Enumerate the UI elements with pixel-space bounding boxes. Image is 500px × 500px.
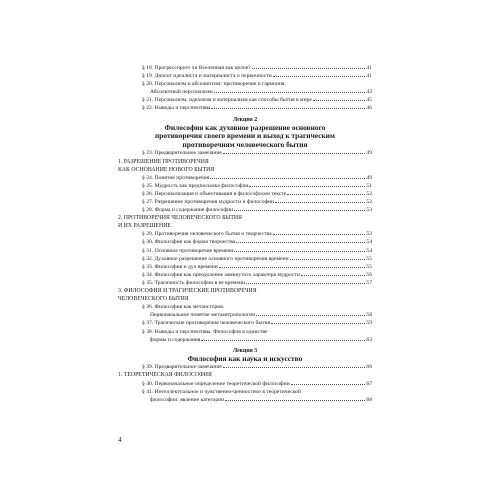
toc-entry — [142, 230, 372, 238]
toc-entry: § 41. Интеллектуальное и чувственно-ценностное в теоретической — [142, 388, 301, 395]
dot-leader — [273, 76, 366, 77]
section-heading: 3. ФИЛОСОФИЯ И ТРАГИЧЕСКИЕ ПРОТИВОРЕЧИЯ — [118, 288, 257, 295]
toc-entry-page: 41 — [366, 65, 372, 71]
toc-entry — [142, 64, 372, 72]
toc-entry-title: § 24. Понятие противоречия — [142, 174, 210, 181]
dot-leader — [256, 315, 365, 316]
toc-entry-title: § 34. Философия как преодоление замкнутого характера мудрости — [142, 271, 300, 278]
toc-entry-title: § 28. Форма и содержание философии — [142, 207, 233, 214]
toc-entry — [142, 319, 372, 327]
toc-entry — [142, 263, 372, 271]
toc-entry — [142, 271, 372, 279]
toc-entry-title: § 22. Выводы и перспективы — [142, 105, 211, 112]
toc-entry-page: 49 — [366, 150, 372, 157]
toc-entry-page: 54 — [366, 239, 372, 246]
toc-entry — [142, 238, 372, 246]
dot-leader — [252, 68, 366, 69]
toc-entry — [142, 255, 372, 263]
dot-leader — [290, 259, 366, 260]
toc-entry-title: § 20. Персонализм и абсолютизм: противоречие и гармония. — [142, 81, 286, 88]
toc-entry-page: 46 — [366, 105, 372, 112]
toc-entry — [142, 88, 372, 96]
dot-leader — [249, 186, 365, 187]
toc-entry-title: § 30. Философия как форма творчества — [142, 239, 236, 246]
section-heading: ЧЕЛОВЕЧЕСКОГО БЫТИЯ — [118, 296, 189, 303]
toc-entry-title: § 40. Первоначальное определение теоретической философии — [142, 380, 290, 387]
toc-entry — [142, 190, 372, 198]
section-heading: КАК ОСНОВАНИЕ НОВОГО БЫТИЯ — [118, 166, 215, 173]
section-heading: 1. ТЕОРЕТИЧЕСКАЯ ФИЛОСОФИЯ — [118, 372, 212, 379]
toc-entry-page: 51 — [366, 182, 372, 189]
toc-entry-page: 67 — [366, 380, 372, 387]
toc-entry — [142, 247, 372, 255]
toc-entry-title: § 33. Философия и дух времени — [142, 263, 218, 270]
toc-entry-page: 49 — [366, 174, 372, 181]
lecture-title: Философия как духовное разрешение основного — [164, 122, 326, 132]
toc-entry-title: § 19. Диалог идеалиста и материалиста о первичности — [142, 73, 272, 80]
toc-entry — [142, 72, 372, 80]
dot-leader — [301, 275, 365, 276]
toc-entry: § 38. Выводы и перспективы. Философия в единстве — [142, 328, 268, 335]
dot-leader — [201, 340, 365, 341]
toc-entry-page: 53 — [366, 231, 372, 238]
toc-entry-title: § 39. Предварительное замечание — [142, 364, 222, 371]
dot-leader — [234, 210, 365, 211]
toc-entry-title: § 35. Трагичность философии в ее времени — [142, 279, 245, 286]
toc-entry-page: 59 — [366, 320, 372, 327]
page-number: 4 — [118, 436, 122, 444]
toc-entry — [142, 396, 372, 404]
toc-entry-title: § 32. Духовное разрешение основного противоречия времени — [142, 255, 289, 262]
dot-leader — [271, 323, 365, 324]
toc-entry-title: § 23. Предварительное замечание — [142, 150, 222, 157]
dot-leader — [214, 92, 366, 93]
dot-leader — [236, 242, 365, 243]
toc-entry — [142, 182, 372, 190]
dot-leader — [313, 100, 366, 101]
toc-entry — [142, 336, 372, 344]
toc-entry-page: 56 — [366, 271, 372, 278]
toc-entry — [142, 96, 372, 104]
toc-entry: § 36. Философия как метаистория. — [142, 304, 225, 311]
section-heading: 2. ПРОТИВОРЕЧИЯ ЧЕЛОВЕЧЕСКОГО БЫТИЯ — [118, 215, 242, 222]
toc-entry-page: 52 — [366, 199, 372, 205]
dot-leader — [275, 202, 365, 203]
toc-entry-title: формы и содержания — [150, 336, 201, 343]
toc-entry-title: § 21. Персонализм, идеализм и материализм как способы бытия в мире — [142, 97, 312, 104]
toc-entry-title: § 37. Трагические противоречия человеческого бытия — [142, 320, 271, 327]
toc-entry-page: 41 — [366, 73, 372, 80]
toc-entry-page: 58 — [366, 312, 372, 319]
dot-leader — [223, 367, 366, 368]
toc-entry-page: 68 — [366, 396, 372, 403]
toc-entry-page: 63 — [366, 336, 372, 343]
dot-leader — [211, 108, 365, 109]
toc-entry-title: § 29. Противоречия человеческого бытия и творчества — [142, 231, 272, 238]
lecture-title: противоречиям человеческого бытия — [182, 139, 308, 149]
dot-leader — [225, 400, 365, 401]
lecture-label: Лекция 2 — [232, 116, 258, 123]
dot-leader — [234, 251, 365, 252]
dot-leader — [287, 194, 365, 195]
toc-entry-title: § 25. Мудрость как предпосылка философии — [142, 182, 249, 189]
toc-entry — [142, 380, 372, 388]
toc-entry — [142, 206, 372, 214]
toc-entry-title: § 18. Прогрессирует ли Вселенная как целое? — [142, 65, 251, 71]
toc-entry-page: 52 — [366, 190, 372, 197]
dot-leader — [273, 234, 366, 235]
toc-entry-title: § 27. Разрешение противоречия мудрости и философии — [142, 199, 275, 205]
toc-entry-page: 57 — [366, 279, 372, 286]
dot-leader — [223, 153, 366, 154]
toc-entry — [142, 149, 372, 157]
toc-entry-title: § 31. Основное противоречие времени — [142, 247, 234, 254]
table-of-contents — [118, 64, 372, 404]
toc-entry — [142, 363, 372, 371]
toc-entry-title: Абсолютный персонализм — [150, 89, 213, 96]
dot-leader — [210, 178, 365, 179]
toc-entry-page: 55 — [366, 263, 372, 270]
toc-entry-title: философии: явление категории — [150, 396, 225, 403]
section-heading: 1. РАЗРЕШЕНИЕ ПРОТИВОРЕЧИЯ — [118, 158, 209, 165]
lecture-title: противоречия своего времени и выход к трагическим — [155, 131, 335, 141]
toc-entry — [142, 174, 372, 182]
toc-entry — [142, 104, 372, 112]
toc-entry-page: 53 — [366, 207, 372, 214]
section-heading: И ИХ РАЗРЕШЕНИЕ — [118, 223, 171, 230]
toc-entry-title: Первоначальное понятие метаантропологии — [150, 312, 256, 319]
toc-entry-page: 43 — [366, 89, 372, 96]
lecture-title: Философия как наука и искусство — [187, 353, 303, 363]
toc-entry-page: 45 — [366, 97, 372, 104]
toc-entry-page: 66 — [366, 364, 372, 371]
toc-entry-page: 54 — [366, 247, 372, 254]
toc-entry — [142, 198, 372, 206]
toc-entry-title: § 26. Персонализация и объективация в философском тексте — [142, 190, 287, 197]
toc-entry — [142, 311, 372, 319]
dot-leader — [291, 384, 366, 385]
dot-leader — [219, 267, 366, 268]
toc-entry — [142, 279, 372, 287]
toc-entry-page: 55 — [366, 255, 372, 262]
dot-leader — [246, 283, 365, 284]
lecture-label: Лекция 3 — [232, 347, 258, 354]
toc-entry — [142, 80, 372, 88]
